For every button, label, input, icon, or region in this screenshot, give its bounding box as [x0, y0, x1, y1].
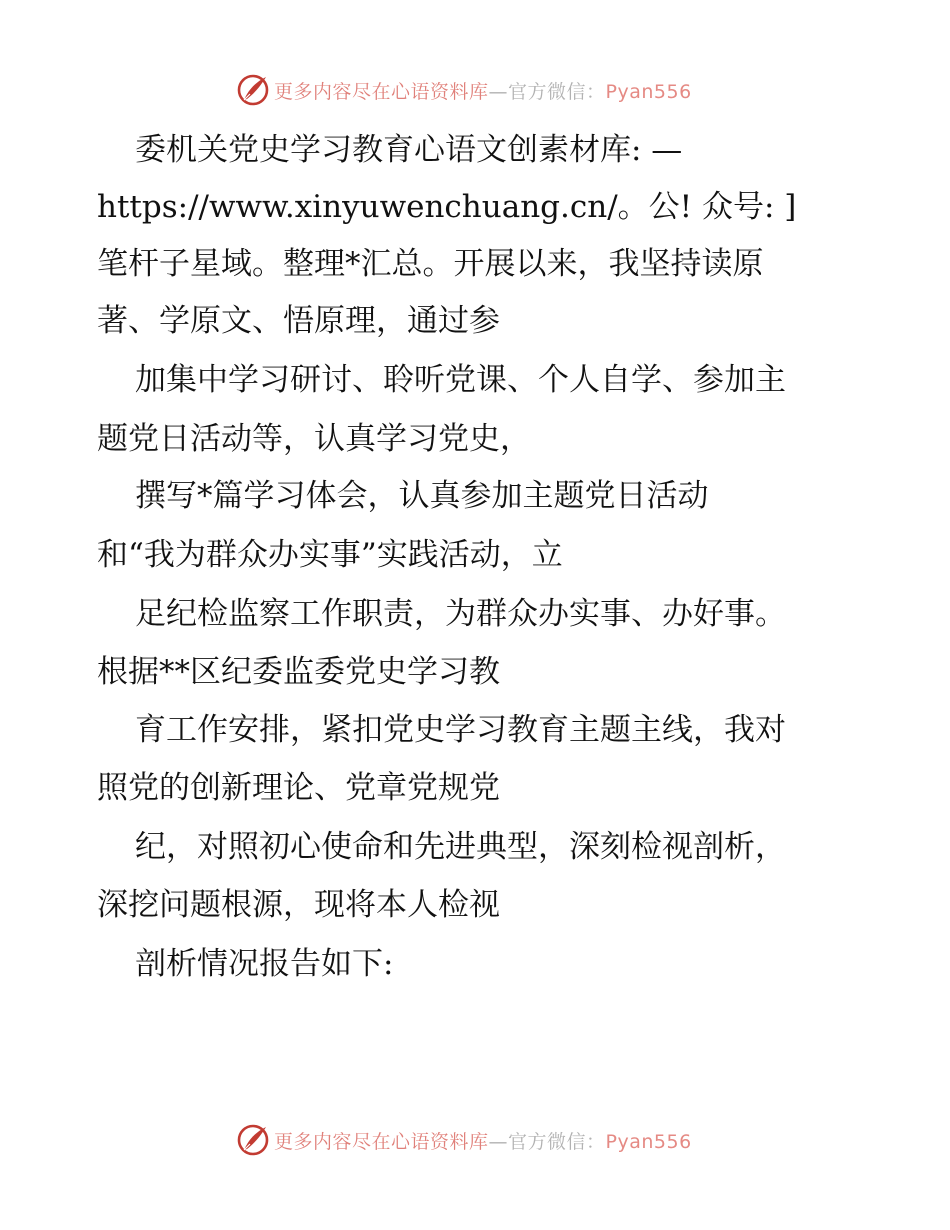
- body-line: 足纪检监察工作职责，为群众办实事、办好事。: [135, 596, 786, 632]
- body-line: 和“我为群众办实事”实践活动，立: [97, 537, 563, 573]
- banner-wechat-label: —官方微信：: [488, 1130, 606, 1153]
- banner-library-text: 更多内容尽在心语资料库: [274, 1130, 489, 1153]
- banner-wechat-id: Pyan556: [605, 80, 692, 103]
- banner-wechat-label: —官方微信：: [488, 80, 606, 103]
- body-line: 著、学原文、悟原理，通过参: [97, 303, 500, 339]
- footer-watermark-banner: [0, 1120, 950, 1160]
- quill-logo-icon: [236, 73, 270, 107]
- body-line: 照党的创新理论、党章党规党: [97, 770, 500, 806]
- body-line: 纪，对照初心使命和先进典型，深刻检视剖析，: [135, 829, 786, 865]
- banner-library-text: 更多内容尽在心语资料库: [274, 80, 489, 103]
- quill-logo-icon: [236, 1123, 270, 1157]
- body-line: 笔杆子星域。整理*汇总。开展以来，我坚持读原: [97, 246, 764, 282]
- body-line: 题党日活动等，认真学习党史，: [97, 421, 531, 457]
- header-watermark-banner: [0, 70, 950, 110]
- body-line: 育工作安排，紧扣党史学习教育主题主线，我对: [135, 712, 786, 748]
- body-line: https://www.xinyuwenchuang.cn/。公! 众号: ]: [97, 189, 797, 225]
- body-line: 撰写*篇学习体会，认真参加主题党日活动: [135, 478, 709, 514]
- body-line: 深挖问题根源，现将本人检视: [97, 887, 500, 923]
- body-line: 委机关党史学习教育心语文创素材库: —: [135, 132, 683, 168]
- banner-wechat-id: Pyan556: [605, 1130, 692, 1153]
- body-line: 加集中学习研讨、聆听党课、个人自学、参加主: [135, 362, 786, 398]
- body-line: 根据**区纪委监委党史学习教: [97, 654, 500, 690]
- body-line: 剖析情况报告如下:: [135, 946, 394, 982]
